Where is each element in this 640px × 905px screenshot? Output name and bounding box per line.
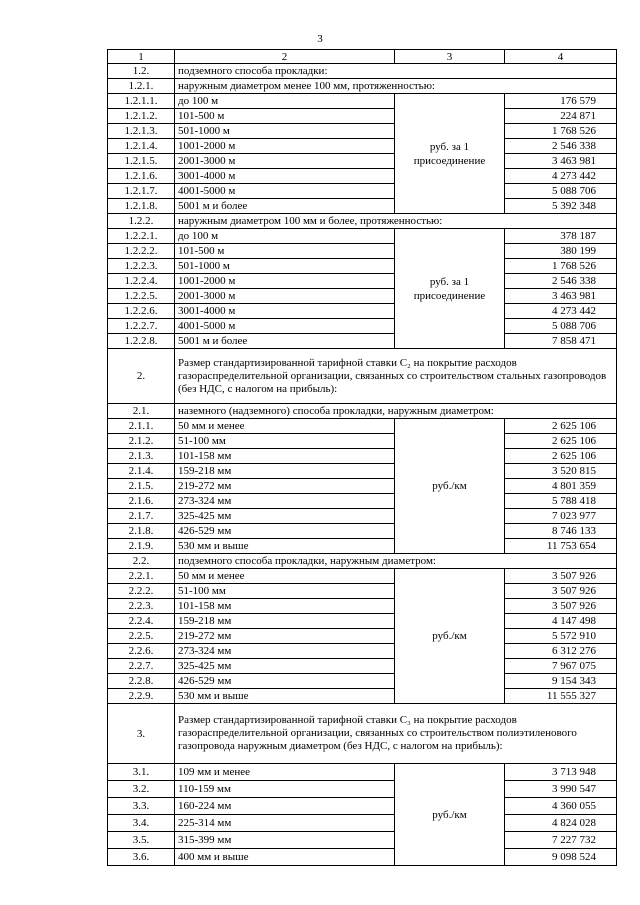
tariff-table-body xyxy=(108,50,617,866)
row-description: 530 мм и выше xyxy=(175,689,395,704)
row-value: 6 312 276 xyxy=(505,644,617,659)
row-value: 5 088 706 xyxy=(505,184,617,199)
row-number: 2.2.8. xyxy=(108,674,175,689)
row-number: 3.4. xyxy=(108,815,175,832)
row-value: 2 625 106 xyxy=(505,449,617,464)
section-number: 1.2. xyxy=(108,64,175,79)
row-description: 50 мм и менее xyxy=(175,419,395,434)
row-description: 159-218 мм xyxy=(175,614,395,629)
row-number: 3.2. xyxy=(108,781,175,798)
row-description: 5001 м и более xyxy=(175,334,395,349)
row-value: 7 967 075 xyxy=(505,659,617,674)
row-number: 3.3. xyxy=(108,798,175,815)
section-header-row xyxy=(108,404,617,419)
row-value: 224 871 xyxy=(505,109,617,124)
row-description: 101-500 м xyxy=(175,109,395,124)
column-header-1: 1 xyxy=(108,50,175,64)
row-value: 9 098 524 xyxy=(505,849,617,866)
row-value: 2 625 106 xyxy=(505,434,617,449)
row-value: 1 768 526 xyxy=(505,259,617,274)
row-number: 1.2.2.2. xyxy=(108,244,175,259)
row-description: 51-100 мм xyxy=(175,584,395,599)
table-row xyxy=(108,304,617,319)
row-number: 1.2.1.8. xyxy=(108,199,175,214)
row-value: 7 858 471 xyxy=(505,334,617,349)
row-number: 1.2.1.7. xyxy=(108,184,175,199)
table-row xyxy=(108,184,617,199)
table-row xyxy=(108,494,617,509)
table-row xyxy=(108,319,617,334)
row-description: 109 мм и менее xyxy=(175,764,395,781)
row-number: 1.2.1.1. xyxy=(108,94,175,109)
row-number: 1.2.2.3. xyxy=(108,259,175,274)
row-number: 2.1.1. xyxy=(108,419,175,434)
row-value: 11 753 654 xyxy=(505,539,617,554)
row-description: 225-314 мм xyxy=(175,815,395,832)
row-value: 4 273 442 xyxy=(505,169,617,184)
row-description: 2001-3000 м xyxy=(175,289,395,304)
table-row xyxy=(108,599,617,614)
row-description: 315-399 мм xyxy=(175,832,395,849)
row-description: 101-500 м xyxy=(175,244,395,259)
table-row xyxy=(108,244,617,259)
row-value: 3 507 926 xyxy=(505,584,617,599)
row-number: 2.1.9. xyxy=(108,539,175,554)
row-description: 273-324 мм xyxy=(175,494,395,509)
row-value: 1 768 526 xyxy=(505,124,617,139)
row-value: 5 788 418 xyxy=(505,494,617,509)
table-row xyxy=(108,289,617,304)
section-title: наземного (надземного) способа прокладки, наружным диаметром: xyxy=(175,404,617,419)
table-row xyxy=(108,849,617,866)
row-description: 219-272 мм xyxy=(175,629,395,644)
row-number: 1.2.1.2. xyxy=(108,109,175,124)
row-description: 501-1000 м xyxy=(175,124,395,139)
row-value: 4 801 359 xyxy=(505,479,617,494)
row-description: 2001-3000 м xyxy=(175,154,395,169)
section-title: Размер стандартизированной тарифной ставки C₂ на покрытие расходов газораспределительной организации, связанных со строительством стальных газопроводов (без НДС, с налогом на прибыль): xyxy=(175,349,617,404)
row-number: 2.2.9. xyxy=(108,689,175,704)
row-value: 5 088 706 xyxy=(505,319,617,334)
row-number: 1.2.2.4. xyxy=(108,274,175,289)
unit-cell: руб./км xyxy=(395,419,505,554)
table-row xyxy=(108,334,617,349)
row-number: 3.6. xyxy=(108,849,175,866)
table-row xyxy=(108,169,617,184)
row-number: 2.2.1. xyxy=(108,569,175,584)
row-description: 101-158 мм xyxy=(175,599,395,614)
row-value: 176 579 xyxy=(505,94,617,109)
row-description: 101-158 мм xyxy=(175,449,395,464)
table-row xyxy=(108,199,617,214)
row-number: 1.2.2.5. xyxy=(108,289,175,304)
row-number: 2.1.8. xyxy=(108,524,175,539)
table-row xyxy=(108,815,617,832)
unit-cell: руб./км xyxy=(395,764,505,866)
table-row xyxy=(108,614,617,629)
row-number: 2.2.6. xyxy=(108,644,175,659)
row-value: 4 147 498 xyxy=(505,614,617,629)
row-value: 3 713 948 xyxy=(505,764,617,781)
table-row xyxy=(108,674,617,689)
row-number: 3.5. xyxy=(108,832,175,849)
table-row xyxy=(108,259,617,274)
row-value: 380 199 xyxy=(505,244,617,259)
tariff-table xyxy=(107,49,617,866)
section-header-row xyxy=(108,349,617,404)
section-header-row xyxy=(108,554,617,569)
table-row xyxy=(108,509,617,524)
row-value: 11 555 327 xyxy=(505,689,617,704)
row-value: 2 546 338 xyxy=(505,274,617,289)
row-number: 2.2.2. xyxy=(108,584,175,599)
section-header-row xyxy=(108,64,617,79)
row-description: 160-224 мм xyxy=(175,798,395,815)
row-description: до 100 м xyxy=(175,229,395,244)
unit-cell: руб./км xyxy=(395,569,505,704)
row-description: 501-1000 м xyxy=(175,259,395,274)
row-number: 1.2.2.6. xyxy=(108,304,175,319)
row-value: 3 463 981 xyxy=(505,289,617,304)
table-row xyxy=(108,689,617,704)
row-number: 2.1.6. xyxy=(108,494,175,509)
row-value: 7 227 732 xyxy=(505,832,617,849)
section-title: подземного способа прокладки: xyxy=(175,64,617,79)
row-number: 1.2.1.3. xyxy=(108,124,175,139)
table-row xyxy=(108,479,617,494)
section-number: 1.2.1. xyxy=(108,79,175,94)
table-row xyxy=(108,644,617,659)
row-value: 2 546 338 xyxy=(505,139,617,154)
row-description: 1001-2000 м xyxy=(175,139,395,154)
table-row xyxy=(108,124,617,139)
table-row xyxy=(108,434,617,449)
table-row xyxy=(108,274,617,289)
column-header-2: 2 xyxy=(175,50,395,64)
row-description: 5001 м и более xyxy=(175,199,395,214)
table-row xyxy=(108,419,617,434)
row-description: до 100 м xyxy=(175,94,395,109)
table-row xyxy=(108,764,617,781)
table-row xyxy=(108,539,617,554)
row-value: 5 572 910 xyxy=(505,629,617,644)
row-description: 51-100 мм xyxy=(175,434,395,449)
section-header-row xyxy=(108,214,617,229)
row-number: 2.1.3. xyxy=(108,449,175,464)
row-number: 2.1.4. xyxy=(108,464,175,479)
column-header-4: 4 xyxy=(505,50,617,64)
row-value: 2 625 106 xyxy=(505,419,617,434)
page-number: 3 xyxy=(317,33,323,45)
table-row xyxy=(108,139,617,154)
table-row xyxy=(108,659,617,674)
table-row xyxy=(108,109,617,124)
row-description: 110-159 мм xyxy=(175,781,395,798)
table-row xyxy=(108,94,617,109)
row-number: 1.2.2.7. xyxy=(108,319,175,334)
row-number: 1.2.2.8. xyxy=(108,334,175,349)
row-number: 1.2.1.6. xyxy=(108,169,175,184)
unit-cell: руб. за 1 присоединение xyxy=(395,94,505,214)
row-description: 219-272 мм xyxy=(175,479,395,494)
table-row xyxy=(108,464,617,479)
row-value: 3 507 926 xyxy=(505,599,617,614)
column-header-row xyxy=(108,50,617,64)
unit-cell: руб. за 1 присоединение xyxy=(395,229,505,349)
row-value: 4 824 028 xyxy=(505,815,617,832)
table-row xyxy=(108,781,617,798)
section-number: 2. xyxy=(108,349,175,404)
row-number: 1.2.1.5. xyxy=(108,154,175,169)
row-description: 3001-4000 м xyxy=(175,169,395,184)
section-title: наружным диаметром 100 мм и более, протяженностью: xyxy=(175,214,617,229)
table-row xyxy=(108,798,617,815)
row-number: 3.1. xyxy=(108,764,175,781)
row-number: 1.2.2.1. xyxy=(108,229,175,244)
row-description: 4001-5000 м xyxy=(175,184,395,199)
table-row xyxy=(108,629,617,644)
section-header-row xyxy=(108,79,617,94)
row-number: 1.2.1.4. xyxy=(108,139,175,154)
row-value: 5 392 348 xyxy=(505,199,617,214)
section-title: наружным диаметром менее 100 мм, протяженностью: xyxy=(175,79,617,94)
section-title: подземного способа прокладки, наружным диаметром: xyxy=(175,554,617,569)
row-description: 273-324 мм xyxy=(175,644,395,659)
row-number: 2.2.7. xyxy=(108,659,175,674)
row-value: 3 507 926 xyxy=(505,569,617,584)
section-number: 2.2. xyxy=(108,554,175,569)
row-description: 400 мм и выше xyxy=(175,849,395,866)
table-row xyxy=(108,229,617,244)
row-description: 426-529 мм xyxy=(175,524,395,539)
table-row xyxy=(108,154,617,169)
row-description: 530 мм и выше xyxy=(175,539,395,554)
row-value: 3 463 981 xyxy=(505,154,617,169)
row-number: 2.2.4. xyxy=(108,614,175,629)
row-value: 9 154 343 xyxy=(505,674,617,689)
row-description: 159-218 мм xyxy=(175,464,395,479)
table-row xyxy=(108,524,617,539)
row-value: 3 990 547 xyxy=(505,781,617,798)
section-number: 1.2.2. xyxy=(108,214,175,229)
row-number: 2.2.3. xyxy=(108,599,175,614)
row-value: 378 187 xyxy=(505,229,617,244)
row-value: 7 023 977 xyxy=(505,509,617,524)
row-number: 2.2.5. xyxy=(108,629,175,644)
column-header-3: 3 xyxy=(395,50,505,64)
section-header-row xyxy=(108,704,617,764)
row-value: 4 360 055 xyxy=(505,798,617,815)
row-value: 3 520 815 xyxy=(505,464,617,479)
section-title: Размер стандартизированной тарифной ставки C₃ на покрытие расходов газораспределительной организации, связанных со строительством полиэтиленового газопровода наружным диаметром (без НДС, с налогом на прибыль): xyxy=(175,704,617,764)
section-number: 2.1. xyxy=(108,404,175,419)
table-row xyxy=(108,584,617,599)
row-description: 426-529 мм xyxy=(175,674,395,689)
row-description: 325-425 мм xyxy=(175,659,395,674)
row-description: 4001-5000 м xyxy=(175,319,395,334)
table-row xyxy=(108,569,617,584)
row-number: 2.1.7. xyxy=(108,509,175,524)
table-row xyxy=(108,449,617,464)
row-description: 3001-4000 м xyxy=(175,304,395,319)
section-number: 3. xyxy=(108,704,175,764)
table-row xyxy=(108,832,617,849)
row-value: 4 273 442 xyxy=(505,304,617,319)
row-number: 2.1.5. xyxy=(108,479,175,494)
row-value: 8 746 133 xyxy=(505,524,617,539)
row-number: 2.1.2. xyxy=(108,434,175,449)
row-description: 50 мм и менее xyxy=(175,569,395,584)
row-description: 325-425 мм xyxy=(175,509,395,524)
row-description: 1001-2000 м xyxy=(175,274,395,289)
